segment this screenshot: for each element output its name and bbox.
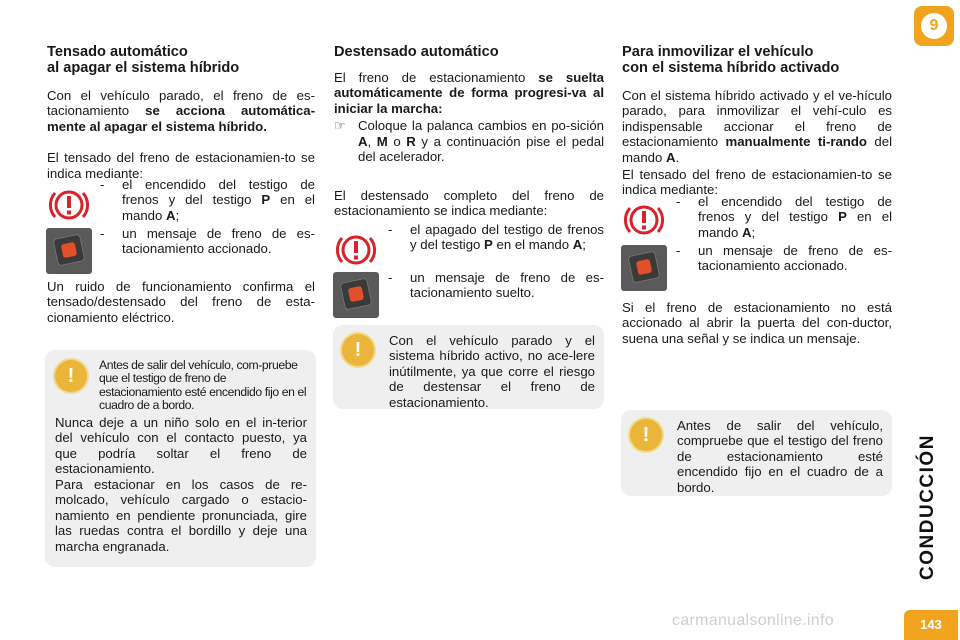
paragraph — [334, 70, 604, 116]
paragraph — [622, 300, 892, 346]
dash: - — [100, 226, 105, 241]
item-text: un mensaje de freno de es-tacionamiento accionado. — [122, 226, 315, 257]
note-box-left — [45, 350, 316, 567]
bold-text: P — [261, 192, 271, 208]
paragraph — [622, 88, 892, 165]
paragraph — [47, 279, 315, 325]
parking-brake-display-icon — [621, 245, 667, 291]
note-text: Con el vehículo parado y el sistema híbrido activo, no ace-lere inútilmente, ya que corre el riesgo de destensar el freno de estacionamiento. — [389, 333, 595, 410]
chapter-title — [914, 430, 944, 590]
page-number: 143 — [904, 610, 958, 640]
bold-text: R — [406, 133, 416, 149]
paragraph — [334, 188, 604, 219]
item-text — [334, 118, 604, 164]
text: el apagado del testigo de frenos y del testigo — [410, 222, 604, 253]
item-text — [676, 194, 892, 240]
paragraph: El tensado del freno de estacionamien-to se indica mediante: — [622, 167, 892, 198]
brake-warning-icon — [334, 228, 378, 272]
text: en el mando — [492, 237, 573, 253]
text: El freno de estacionamiento — [334, 70, 539, 85]
text: ; — [582, 237, 586, 253]
bold-text: A — [572, 237, 583, 253]
text: ; — [751, 224, 756, 240]
column-tensado — [47, 44, 315, 181]
text: en el mando — [698, 209, 892, 240]
item-text: un mensaje de freno de es-tacionamiento accionado. — [698, 243, 892, 274]
text: Coloque la palanca cambios en po-sición — [358, 118, 604, 134]
chapter-badge — [914, 6, 954, 46]
text: el encendido del testigo de frenos y del testigo — [122, 177, 315, 208]
indicator-item — [676, 243, 892, 274]
bold-text: se suelta automáticamente de forma progresi-va al iniciar la marcha: — [334, 70, 604, 116]
bold-text: se acciona automática-mente al apagar el sistema híbrido. — [47, 103, 315, 134]
indicator-item — [676, 194, 892, 240]
indicator-item — [388, 270, 604, 301]
text: en el mando — [122, 192, 315, 223]
text: Si el freno de estacionamiento no está accionado al abrir la puerta del con-ductor, suena una señal y se indica un mensaje. — [622, 300, 892, 346]
dash: - — [676, 194, 681, 209]
note-paragraph: Para estacionar en los casos de re-molcado, vehículo cargado o estacio-namiento en pendiente pronunciada, gire las ruedas contra el bordillo y deje una marcha engranada. — [55, 477, 307, 554]
bold-text: manualmente ti-rando — [725, 134, 867, 150]
dash: - — [388, 222, 393, 237]
text: , — [367, 133, 377, 149]
note-box-right — [621, 410, 892, 496]
indicator-item — [388, 222, 604, 253]
item-text: un mensaje de freno de es-tacionamiento suelto. — [410, 270, 604, 301]
bold-text: P — [484, 237, 493, 253]
text: Con el vehículo parado, el freno de es-tacionamiento — [47, 88, 315, 119]
section-title-destensado: Destensado automático — [334, 44, 499, 60]
dash: - — [100, 177, 105, 192]
section-title-inmovilizar — [622, 44, 892, 76]
text: Con el sistema híbrido activado y el ve-hículo parado, para inmovilizar el vehí-culo es indispensable accionar el freno de estacionamiento — [622, 88, 892, 150]
paragraph — [47, 88, 315, 134]
column-inmovilizar — [622, 44, 892, 198]
text: y a continuación pise el pedal del acelerador. — [358, 133, 604, 165]
note-box-center — [333, 325, 604, 409]
bold-text: A — [358, 133, 368, 149]
title-line: al apagar el sistema híbrido — [47, 60, 240, 76]
text: o — [387, 133, 407, 149]
text: Un ruido de funcionamiento confirma el tensado/destensado del freno de esta-cionamiento eléctrico. — [47, 279, 315, 325]
dash: - — [388, 270, 393, 285]
warning-icon: ! — [630, 419, 662, 451]
title-line: Tensado automático — [47, 44, 188, 60]
item-text — [100, 177, 315, 223]
chapter-number: 9 — [921, 13, 947, 39]
parking-brake-display-icon — [333, 272, 379, 318]
bold-text: A — [666, 149, 676, 165]
brake-warning-icon — [622, 198, 666, 242]
warning-icon: ! — [342, 334, 374, 366]
brake-warning-icon — [47, 183, 91, 227]
text: del mando — [622, 134, 893, 165]
bold-text: A — [742, 224, 752, 240]
text: . — [675, 149, 680, 165]
indicator-item — [100, 177, 315, 223]
note-title: Antes de salir del vehículo, com-pruebe que el testigo de freno de estacionamiento esté encendido fijo en el cuadro de a bordo. — [99, 358, 307, 413]
watermark: carmanualsonline.info — [672, 612, 834, 629]
text: El destensado completo del freno de estacionamiento se indica mediante: — [334, 188, 604, 219]
dash: - — [676, 243, 681, 258]
item-text — [388, 222, 604, 253]
indicator-item — [100, 226, 315, 257]
column-destensado — [334, 44, 604, 164]
section-title-tensado — [47, 44, 315, 76]
pointing-hand-icon: ☞ — [334, 118, 346, 134]
text: el encendido del testigo de frenos y del testigo — [698, 194, 892, 225]
bold-text: M — [376, 133, 388, 149]
bold-text: P — [838, 209, 847, 225]
note-paragraph: Nunca deje a un niño solo en el in-terior del vehículo con el contacto puesto, ya que podría soltar el freno de estacionamiento. — [55, 415, 307, 477]
title-line: con el sistema híbrido activado — [622, 60, 840, 76]
title-line: Para inmovilizar el vehículo — [622, 44, 814, 60]
text: ; — [175, 207, 180, 223]
warning-icon: ! — [55, 360, 87, 392]
bold-text: A — [166, 207, 176, 223]
chapter-title-text: CONDUCCIÓN — [917, 434, 938, 580]
note-text: Antes de salir del vehículo, compruebe que el testigo del freno de estacionamiento esté encendido fijo en el cuadro de a bordo. — [677, 418, 883, 495]
instruction-item — [334, 118, 604, 164]
parking-brake-display-icon — [46, 228, 92, 274]
paragraph: El tensado del freno de estacionamien-to se indica mediante: — [47, 150, 315, 181]
